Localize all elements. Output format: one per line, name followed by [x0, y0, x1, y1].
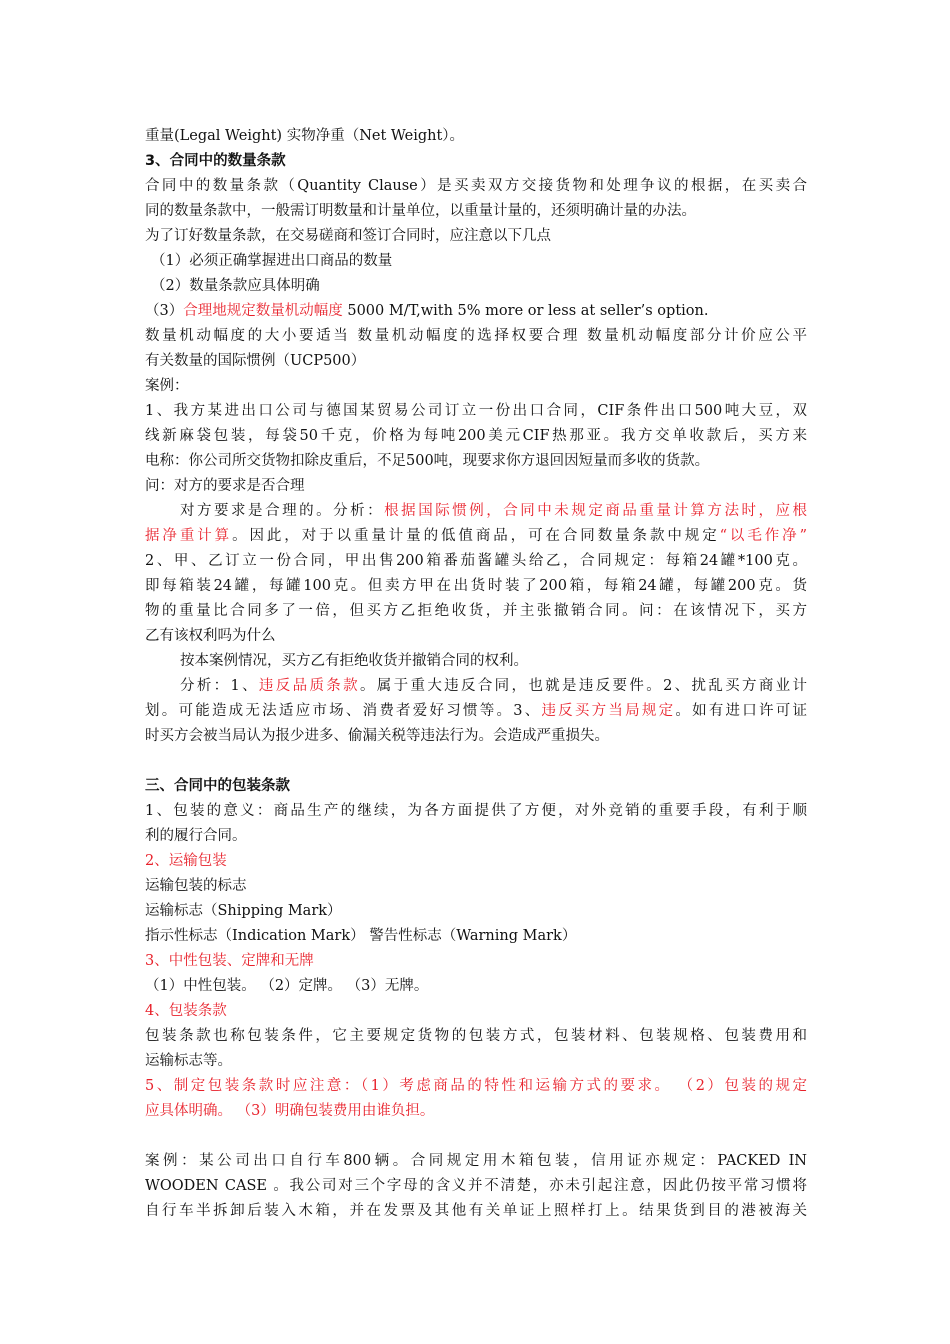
text-line: 指示性标志（Indication Mark） 警告性标志（Warning Mark） — [145, 928, 577, 944]
text-line: 同的数量条款中，一般需订明数量和计量单位，以重量计量的，还须明确计量的办法。 — [145, 203, 696, 219]
list-item: （1）必须正确掌握进出口商品的数量 — [151, 253, 393, 269]
text-line: 线新麻袋包装，每袋50千克，价格为每吨200美元CIF热那亚。我方交单收款后，买方来 — [145, 428, 807, 444]
text-line — [145, 499, 807, 524]
text-line: 数量机动幅度的大小要适当 数量机动幅度的选择权要合理 数量机动幅度部分计价应公平 — [145, 328, 807, 344]
text-line: 时买方会被当局认为报少进多、偷漏关税等违法行为。会造成严重损失。 — [145, 728, 609, 744]
emphasis-text: “以毛作净” — [719, 528, 807, 544]
text-line: 运输标志等。 — [145, 1053, 232, 1069]
text-line: 为了订好数量条款，在交易磋商和签订合同时，应注意以下几点 — [145, 228, 551, 244]
text-line: 问：对方的要求是否合理 — [145, 478, 305, 494]
text-line: 运输标志（Shipping Mark） — [145, 903, 342, 919]
text-line — [145, 674, 807, 699]
emphasis-text: 应具体明确。 （3）明确包装费用由谁负担。 — [145, 1103, 435, 1119]
subheading-packing-notes: 5、制定包装条款时应注意：（1）考虑商品的特性和运输方式的要求。 （2）包装的规定 — [145, 1078, 807, 1094]
text-line: 案例：某公司出口自行车800辆。合同规定用木箱包装，信用证亦规定：PACKED IN — [145, 1153, 807, 1169]
text-span: 5000 M/T,with 5% more or less at seller’s option. — [342, 303, 709, 319]
text-line: 重量(Legal Weight) 实物净重（Net Weight）。 — [145, 128, 465, 144]
text-span: 分析：1、 — [180, 678, 259, 694]
subheading-neutral-packing: 3、中性包装、定牌和无牌 — [145, 953, 314, 969]
emphasis-text: 据净重计算 — [145, 528, 233, 544]
text-span: （3） — [145, 303, 184, 319]
section-heading-packing: 三、合同中的包装条款 — [145, 778, 290, 794]
text-line: 有关数量的国际惯例（UCP500） — [145, 353, 366, 369]
text-line: 即每箱装24罐，每罐100克。但卖方甲在出货时装了200箱，每箱24罐，每罐200克。货 — [145, 578, 807, 594]
text-line — [145, 524, 807, 549]
text-line: 按本案例情况，买方乙有拒绝收货并撤销合同的权利。 — [180, 653, 528, 669]
text-line: （1）中性包装。 （2）定牌。 （3）无牌。 — [145, 978, 429, 994]
text-line: 2、甲、乙订立一份合同，甲出售200箱番茄酱罐头给乙，合同规定：每箱24罐*100克。 — [145, 553, 807, 569]
text-span: 。属于重大违反合同，也就是违反要件。2、扰乱买方商业计 — [359, 678, 807, 694]
text-line — [145, 699, 807, 724]
list-item: （2）数量条款应具体明确 — [151, 278, 320, 294]
text-line: 电称：你公司所交货物扣除皮重后，不足500吨，现要求你方退回因短量而多收的货款。 — [145, 453, 710, 469]
spacer — [145, 1124, 807, 1149]
text-line: 自行车半拆卸后装入木箱，并在发票及其他有关单证上照样打上。结果货到目的港被海关 — [145, 1203, 807, 1219]
text-line: WOODEN CASE 。我公司对三个字母的含义并不清楚，亦未引起注意，因此仍按平常习惯将 — [145, 1178, 807, 1194]
emphasis-text: 违反品质条款 — [258, 678, 360, 694]
section-heading-quantity: 3、合同中的数量条款 — [145, 153, 286, 169]
text-line: 合同中的数量条款（Quantity Clause）是买卖双方交接货物和处理争议的根据，在买卖合 — [145, 178, 807, 194]
text-line: 包装条款也称包装条件，它主要规定货物的包装方式，包装材料、包装规格、包装费用和 — [145, 1028, 807, 1044]
subheading-transport-packing: 2、运输包装 — [145, 853, 227, 869]
text-line: 1、包装的意义：商品生产的继续，为各方面提供了方便，对外竞销的重要手段，有利于顺 — [145, 803, 807, 819]
emphasis-text: 违反买方当局规定 — [541, 703, 676, 719]
text-span: 。因此，对于以重量计量的低值商品，可在合同数量条款中规定 — [232, 528, 720, 544]
text-line: 运输包装的标志 — [145, 878, 247, 894]
emphasis-text: 根据国际惯例，合同中未规定商品重量计算方法时，应根 — [384, 503, 807, 519]
text-line: 1、我方某进出口公司与德国某贸易公司订立一份出口合同，CIF条件出口500吨大豆，双 — [145, 403, 807, 419]
emphasis-text: 合理地规定数量机动幅度 — [183, 303, 343, 319]
document-page — [145, 124, 807, 1224]
text-line: 物的重量比合同多了一倍，但买方乙拒绝收货，并主张撤销合同。问：在该情况下，买方 — [145, 603, 807, 619]
text-span: 对方要求是合理的。分析： — [180, 503, 385, 519]
subheading-packing-clause: 4、包装条款 — [145, 1003, 227, 1019]
list-item — [145, 299, 807, 324]
spacer — [145, 749, 807, 774]
text-line: 案例： — [145, 378, 189, 394]
text-span: 。如有进口许可证 — [675, 703, 807, 719]
text-line: 利的履行合同。 — [145, 828, 247, 844]
text-span: 划。可能造成无法适应市场、消费者爱好习惯等。3、 — [145, 703, 542, 719]
text-line: 乙有该权利吗为什么 — [145, 628, 276, 644]
